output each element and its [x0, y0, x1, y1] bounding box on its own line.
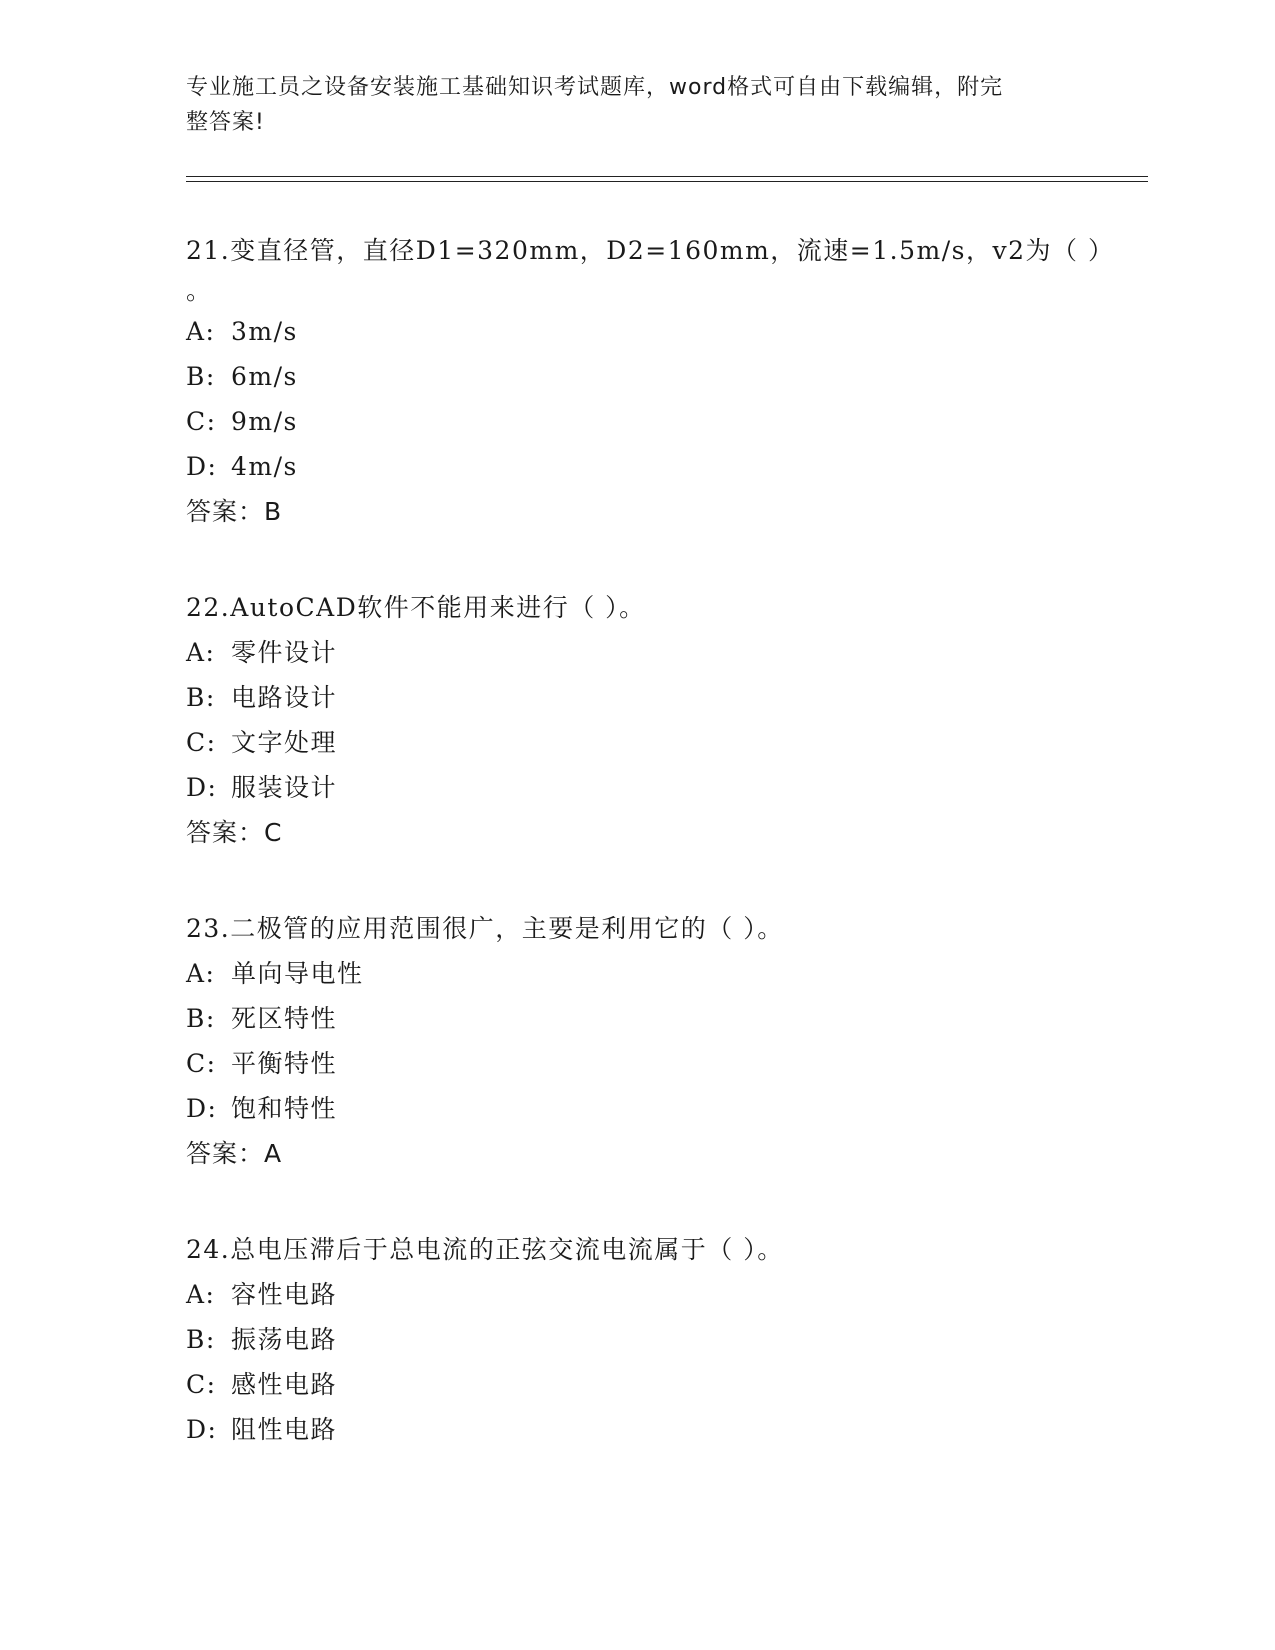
option-text: 9m/s — [231, 407, 298, 436]
option-c — [186, 399, 1146, 444]
option-key: B: — [186, 362, 216, 391]
option-text: 阻性电路 — [231, 1415, 338, 1444]
document-header — [186, 70, 1086, 140]
option-text: 感性电路 — [231, 1370, 338, 1399]
option-key: A: — [186, 959, 216, 988]
option-d — [186, 1086, 1146, 1131]
question-23 — [186, 906, 1146, 1176]
option-d — [186, 1407, 1146, 1452]
header-line-2: 整答案! — [186, 110, 265, 135]
option-text: 4m/s — [231, 452, 298, 481]
option-a — [186, 1272, 1146, 1317]
option-key: C: — [186, 407, 217, 436]
question-22 — [186, 585, 1146, 855]
question-list — [186, 228, 1146, 1503]
option-text: 文字处理 — [231, 728, 338, 757]
option-key: D: — [186, 1094, 218, 1123]
answer: 答案：B — [186, 497, 283, 526]
option-d — [186, 444, 1146, 489]
question-text: 21.变直径管，直径D1=320mm，D2=160mm，流速=1.5m/s，v2为（ ） — [186, 236, 1115, 265]
option-key: C: — [186, 728, 217, 757]
option-key: D: — [186, 452, 218, 481]
option-text: 振荡电路 — [231, 1325, 338, 1354]
option-text: 死区特性 — [231, 1004, 338, 1033]
option-key: B: — [186, 1004, 216, 1033]
question-text: 24.总电压滞后于总电流的正弦交流电流属于（ ）。 — [186, 1235, 784, 1264]
question-21 — [186, 228, 1146, 534]
option-b — [186, 675, 1146, 720]
option-key: D: — [186, 773, 218, 802]
question-text: 23.二极管的应用范围很广，主要是利用它的（ ）。 — [186, 914, 784, 943]
option-key: B: — [186, 683, 216, 712]
option-c — [186, 720, 1146, 765]
option-text: 饱和特性 — [231, 1094, 338, 1123]
question-24 — [186, 1227, 1146, 1452]
option-text: 服装设计 — [231, 773, 338, 802]
question-text: 22.AutoCAD软件不能用来进行（ ）。 — [186, 593, 646, 622]
option-c — [186, 1041, 1146, 1086]
answer: 答案：C — [186, 818, 283, 847]
question-text-continuation: 。 — [186, 276, 212, 305]
option-key: C: — [186, 1370, 217, 1399]
header-double-rule — [186, 176, 1148, 182]
option-a — [186, 951, 1146, 996]
option-key: C: — [186, 1049, 217, 1078]
option-text: 3m/s — [231, 317, 298, 346]
option-text: 容性电路 — [231, 1280, 338, 1309]
option-c — [186, 1362, 1146, 1407]
option-b — [186, 354, 1146, 399]
option-b — [186, 996, 1146, 1041]
option-text: 6m/s — [231, 362, 298, 391]
option-d — [186, 765, 1146, 810]
option-text: 电路设计 — [231, 683, 338, 712]
option-b — [186, 1317, 1146, 1362]
option-key: D: — [186, 1415, 218, 1444]
option-text: 平衡特性 — [231, 1049, 338, 1078]
option-key: A: — [186, 1280, 216, 1309]
option-key: A: — [186, 638, 216, 667]
option-text: 零件设计 — [231, 638, 338, 667]
option-key: A: — [186, 317, 216, 346]
option-a — [186, 630, 1146, 675]
option-a — [186, 309, 1146, 354]
header-line-1: 专业施工员之设备安装施工基础知识考试题库，word格式可自由下载编辑，附完 — [186, 75, 1004, 100]
answer: 答案：A — [186, 1139, 283, 1168]
option-key: B: — [186, 1325, 216, 1354]
option-text: 单向导电性 — [231, 959, 364, 988]
